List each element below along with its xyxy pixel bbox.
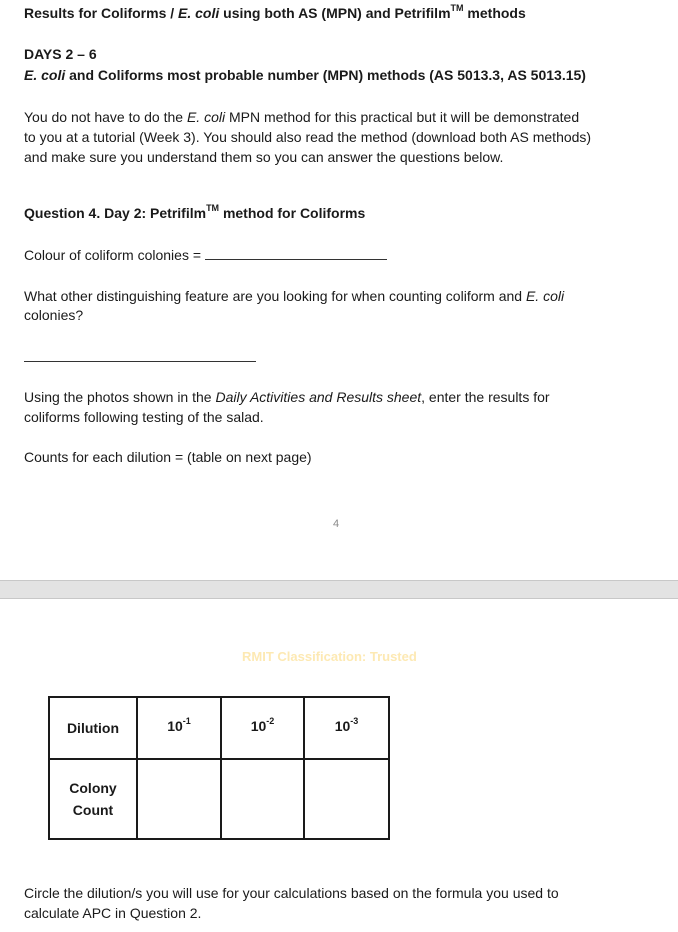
page-break [0,580,678,599]
intro-line-2: to you at a tutorial (Week 3). You should also read the method (download both AS methods) [24,129,592,145]
question-heading-text-2: method for Coliforms [219,205,366,221]
photos-italic: Daily Activities and Results sheet [215,389,422,405]
page-number: 4 [333,518,340,530]
feature-question-line-1 [24,286,564,306]
table-header-row [49,697,389,759]
table-count-row [49,759,389,839]
colour-question [24,245,387,265]
intro-line-1 [24,107,579,127]
intro-line-3: and make sure you understand them so you can answer the questions below. [24,149,504,165]
feature-question-line-2: colonies? [24,307,84,323]
dilution-exponent: -3 [350,716,359,727]
dilution-header-cell: Dilution [49,697,137,759]
dilution-exponent: -2 [266,716,275,727]
title-text-2: using both AS (MPN) and Petrifilm [219,5,451,21]
feature-question-italic: E. coli [525,288,565,304]
photos-instruction-line-2: coliforms following testing of the salad. [24,409,264,425]
colony-count-label-1: Colony [69,780,117,796]
dilution-cell-1 [137,697,221,759]
dilution-exponent: -1 [182,716,191,727]
question-4-heading [24,203,365,223]
intro-italic: E. coli [186,109,226,125]
question-heading-superscript: TM [206,203,220,214]
colony-count-label-cell [49,759,137,839]
circle-instruction-line-1: Circle the dilution/s you will use for your calculations based on the formula you used to [24,885,559,901]
intro-text-2: MPN method for this practical but it will be demonstrated [225,109,580,125]
colour-label: Colour of coliform colonies = [24,247,205,263]
days-label: DAYS 2 – 6 [24,46,97,62]
days-subtitle [24,65,586,85]
count-input-3[interactable] [304,759,389,839]
counts-label: Counts for each dilution = (table on next page) [24,449,312,465]
photos-text-2: , enter the results for [421,389,550,405]
question-heading-text: Question 4. Day 2: Petrifilm [24,205,207,221]
circle-instruction-line-2: calculate APC in Question 2. [24,905,202,921]
title-text: Results for Coliforms / [24,5,179,21]
dilution-cell-3 [304,697,389,759]
photos-text: Using the photos shown in the [24,389,216,405]
count-input-1[interactable] [137,759,221,839]
days-subtitle-text: and Coliforms most probable number (MPN) methods (AS 5013.3, AS 5013.15) [65,67,586,83]
document-title [24,3,526,23]
title-text-3: methods [463,5,526,21]
dilution-table [48,696,390,840]
colony-count-label-2: Count [72,802,114,818]
dilution-base: 10 [334,718,351,734]
feature-answer-blank[interactable] [24,361,256,362]
title-superscript: TM [450,3,464,14]
classification-label: RMIT Classification: Trusted [242,649,417,664]
dilution-base: 10 [167,718,183,734]
count-input-2[interactable] [221,759,304,839]
dilution-base: 10 [250,718,267,734]
colour-answer-blank[interactable] [205,245,387,260]
dilution-cell-2 [221,697,304,759]
photos-instruction-line-1 [24,387,550,407]
title-italic: E. coli [178,5,220,21]
days-subtitle-italic: E. coli [24,67,66,83]
feature-question-text: What other distinguishing feature are you looking for when counting coliform and [24,288,526,304]
intro-text: You do not have to do the [24,109,187,125]
